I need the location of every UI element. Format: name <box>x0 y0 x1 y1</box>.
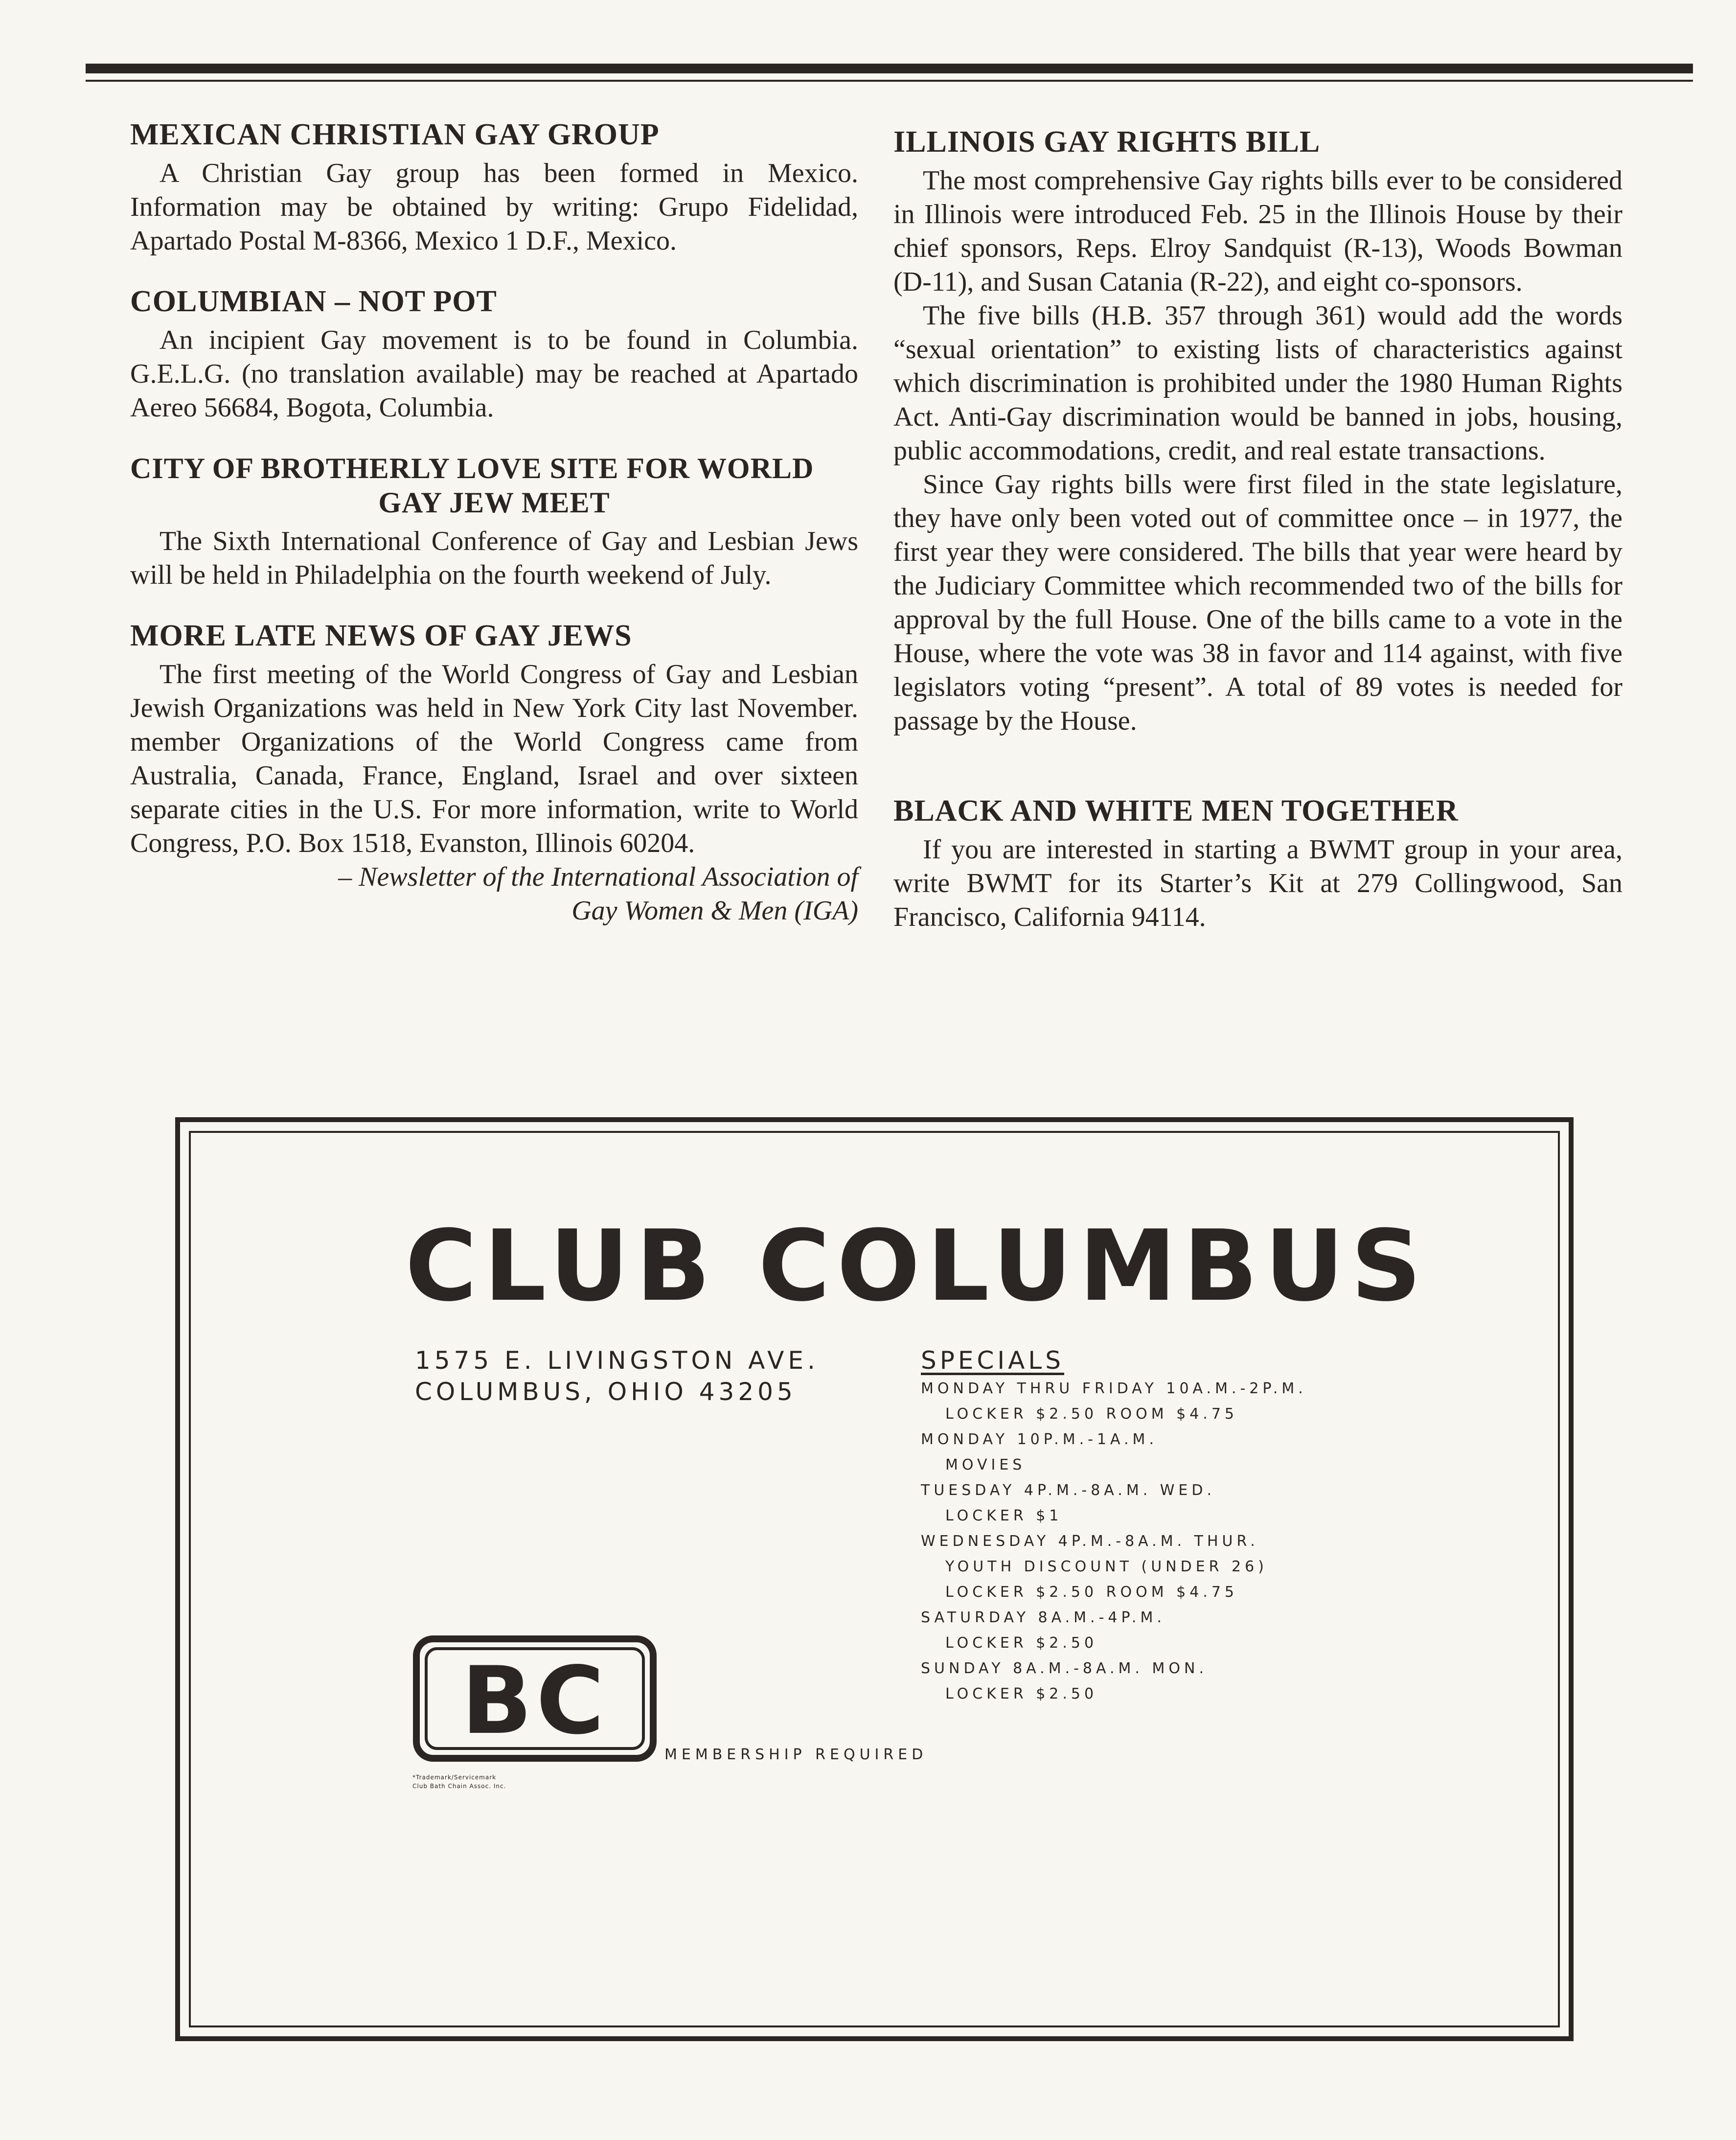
article-body <box>130 157 858 258</box>
article-columbian-not-pot <box>130 284 858 425</box>
address-line-2: COLUMBUS, OHIO 43205 <box>415 1378 797 1406</box>
article-body <box>893 164 1622 738</box>
paragraph: A Christian Gay group has been formed in Mexico. Information may be obtained by writing: Grupo Fidelidad, Apartado Postal M-8366, Mexico 1 D.F., Mexico. <box>130 158 858 256</box>
article-body <box>130 658 858 860</box>
article-city-of-brotherly-love <box>130 451 858 592</box>
left-column <box>130 117 858 954</box>
headline: MEXICAN CHRISTIAN GAY GROUP <box>130 118 660 151</box>
special-line: YOUTH DISCOUNT (UNDER 26) <box>945 1558 1268 1575</box>
top-rule-thin <box>86 80 1693 82</box>
article-more-late-news-of-gay-jews <box>130 619 858 928</box>
paragraph: The most comprehensive Gay rights bills ever to be considered in Illinois were introduced Feb. 25 in the Illinois House by their chief sponsors, Reps. Elroy Sandquist (R-13), Woods Bowman (D-11), and Susan Catania (R-22), and eight co-sponsors. <box>893 165 1622 297</box>
paragraph: An incipient Gay movement is to be found in Columbia. G.E.L.G. (no translation available) may be reached at Apartado Aereo 56684, Bogota, Columbia. <box>130 325 858 423</box>
paragraph: The five bills (H.B. 357 through 361) would add the words “sexual orientation” to existing lists of characteristics against which discrimination is prohibited under the 1980 Human Rights Act. Anti-Gay discrimination would be banned in jobs, housing, public accommodations, credit, and real estate transactions. <box>893 300 1622 466</box>
headline-line-2: GAY JEW MEET <box>378 486 610 519</box>
special-line: LOCKER $2.50 ROOM $4.75 <box>945 1584 1238 1601</box>
trademark-note <box>412 1773 506 1791</box>
paragraph: The Sixth International Conference of Gay and Lesbian Jews will be held in Philadelphia on the fourth weekend of July. <box>130 526 858 590</box>
article-body <box>893 833 1622 934</box>
headline-line-1: CITY OF BROTHERLY LOVE SITE FOR WORLD <box>130 452 814 484</box>
ad-title: CLUB COLUMBUS <box>405 1209 1428 1323</box>
specials-lines <box>921 1376 1307 1707</box>
special-line: LOCKER $2.50 <box>945 1634 1098 1652</box>
special-line: MONDAY 10P.M.-1A.M. <box>921 1431 1158 1448</box>
article-mexican-christian-gay-group <box>130 117 858 258</box>
attribution-line-1: – Newsletter of the International Association of <box>338 862 858 892</box>
special-line: MONDAY THRU FRIDAY 10A.M.-2P.M. <box>921 1380 1307 1397</box>
special-line: SUNDAY 8A.M.-8A.M. MON. <box>921 1660 1208 1677</box>
ad-address <box>415 1345 819 1407</box>
specials-list <box>921 1345 1307 1707</box>
article-body <box>130 323 858 425</box>
paragraph: If you are interested in starting a BWMT group in your area, write BWMT for its Starter’s Kit at 279 Collingwood, San Francisco, California 94114. <box>893 834 1622 932</box>
headline: BLACK AND WHITE MEN TOGETHER <box>893 794 1459 828</box>
address-line-1: 1575 E. LIVINGSTON AVE. <box>415 1346 819 1375</box>
special-line: MOVIES <box>945 1456 1026 1473</box>
headline: ILLINOIS GAY RIGHTS BILL <box>893 125 1321 159</box>
paragraph: Since Gay rights bills were first filed in the state legislature, they have only been voted out of committee once – in 1977, the first year they were considered. The bills that year were heard by the Judiciary Committee which recommended two of the bills for approval by the full House. One of the bills came to a vote in the House, where the vote was 38 in favor and 114 against, with five legislators voting “present”. A total of 89 votes is needed for passage by the House. <box>893 469 1622 736</box>
special-line: WEDNESDAY 4P.M.-8A.M. THUR. <box>921 1533 1259 1550</box>
logo-letters: BC <box>461 1647 609 1755</box>
special-line: LOCKER $2.50 <box>945 1685 1098 1703</box>
headline: COLUMBIAN – NOT POT <box>130 285 497 318</box>
special-line: TUESDAY 4P.M.-8A.M. WED. <box>921 1482 1216 1499</box>
special-line: LOCKER $2.50 ROOM $4.75 <box>945 1405 1238 1423</box>
top-rule-thick <box>86 64 1693 73</box>
headline: MORE LATE NEWS OF GAY JEWS <box>130 619 632 652</box>
bc-logo-icon <box>412 1635 657 1762</box>
membership-required: MEMBERSHIP REQUIRED <box>664 1746 928 1763</box>
article-black-and-white-men-together <box>893 794 1622 934</box>
trademark-line-1: *Trademark/Servicemark <box>412 1774 497 1781</box>
article-illinois-gay-rights-bill <box>893 125 1622 738</box>
paragraph: The first meeting of the World Congress of Gay and Lesbian Jewish Organizations was held in New York City last November. member Organizations of the World Congress came from Australia, Canada, France, England, Israel and over sixteen separate cities in the U.S. For more information, write to World Congress, P.O. Box 1518, Evanston, Illinois 60204. <box>130 659 858 858</box>
article-body <box>130 525 858 592</box>
attribution-line-2: Gay Women & Men (IGA) <box>571 896 858 926</box>
special-line: LOCKER $1 <box>945 1507 1063 1524</box>
club-columbus-advertisement <box>175 1117 1574 2041</box>
special-line: SATURDAY 8A.M.-4P.M. <box>921 1609 1165 1626</box>
specials-heading: SPECIALS <box>921 1346 1064 1375</box>
right-column <box>893 125 1622 961</box>
trademark-line-2: Club Bath Chain Assoc. Inc. <box>412 1783 506 1790</box>
